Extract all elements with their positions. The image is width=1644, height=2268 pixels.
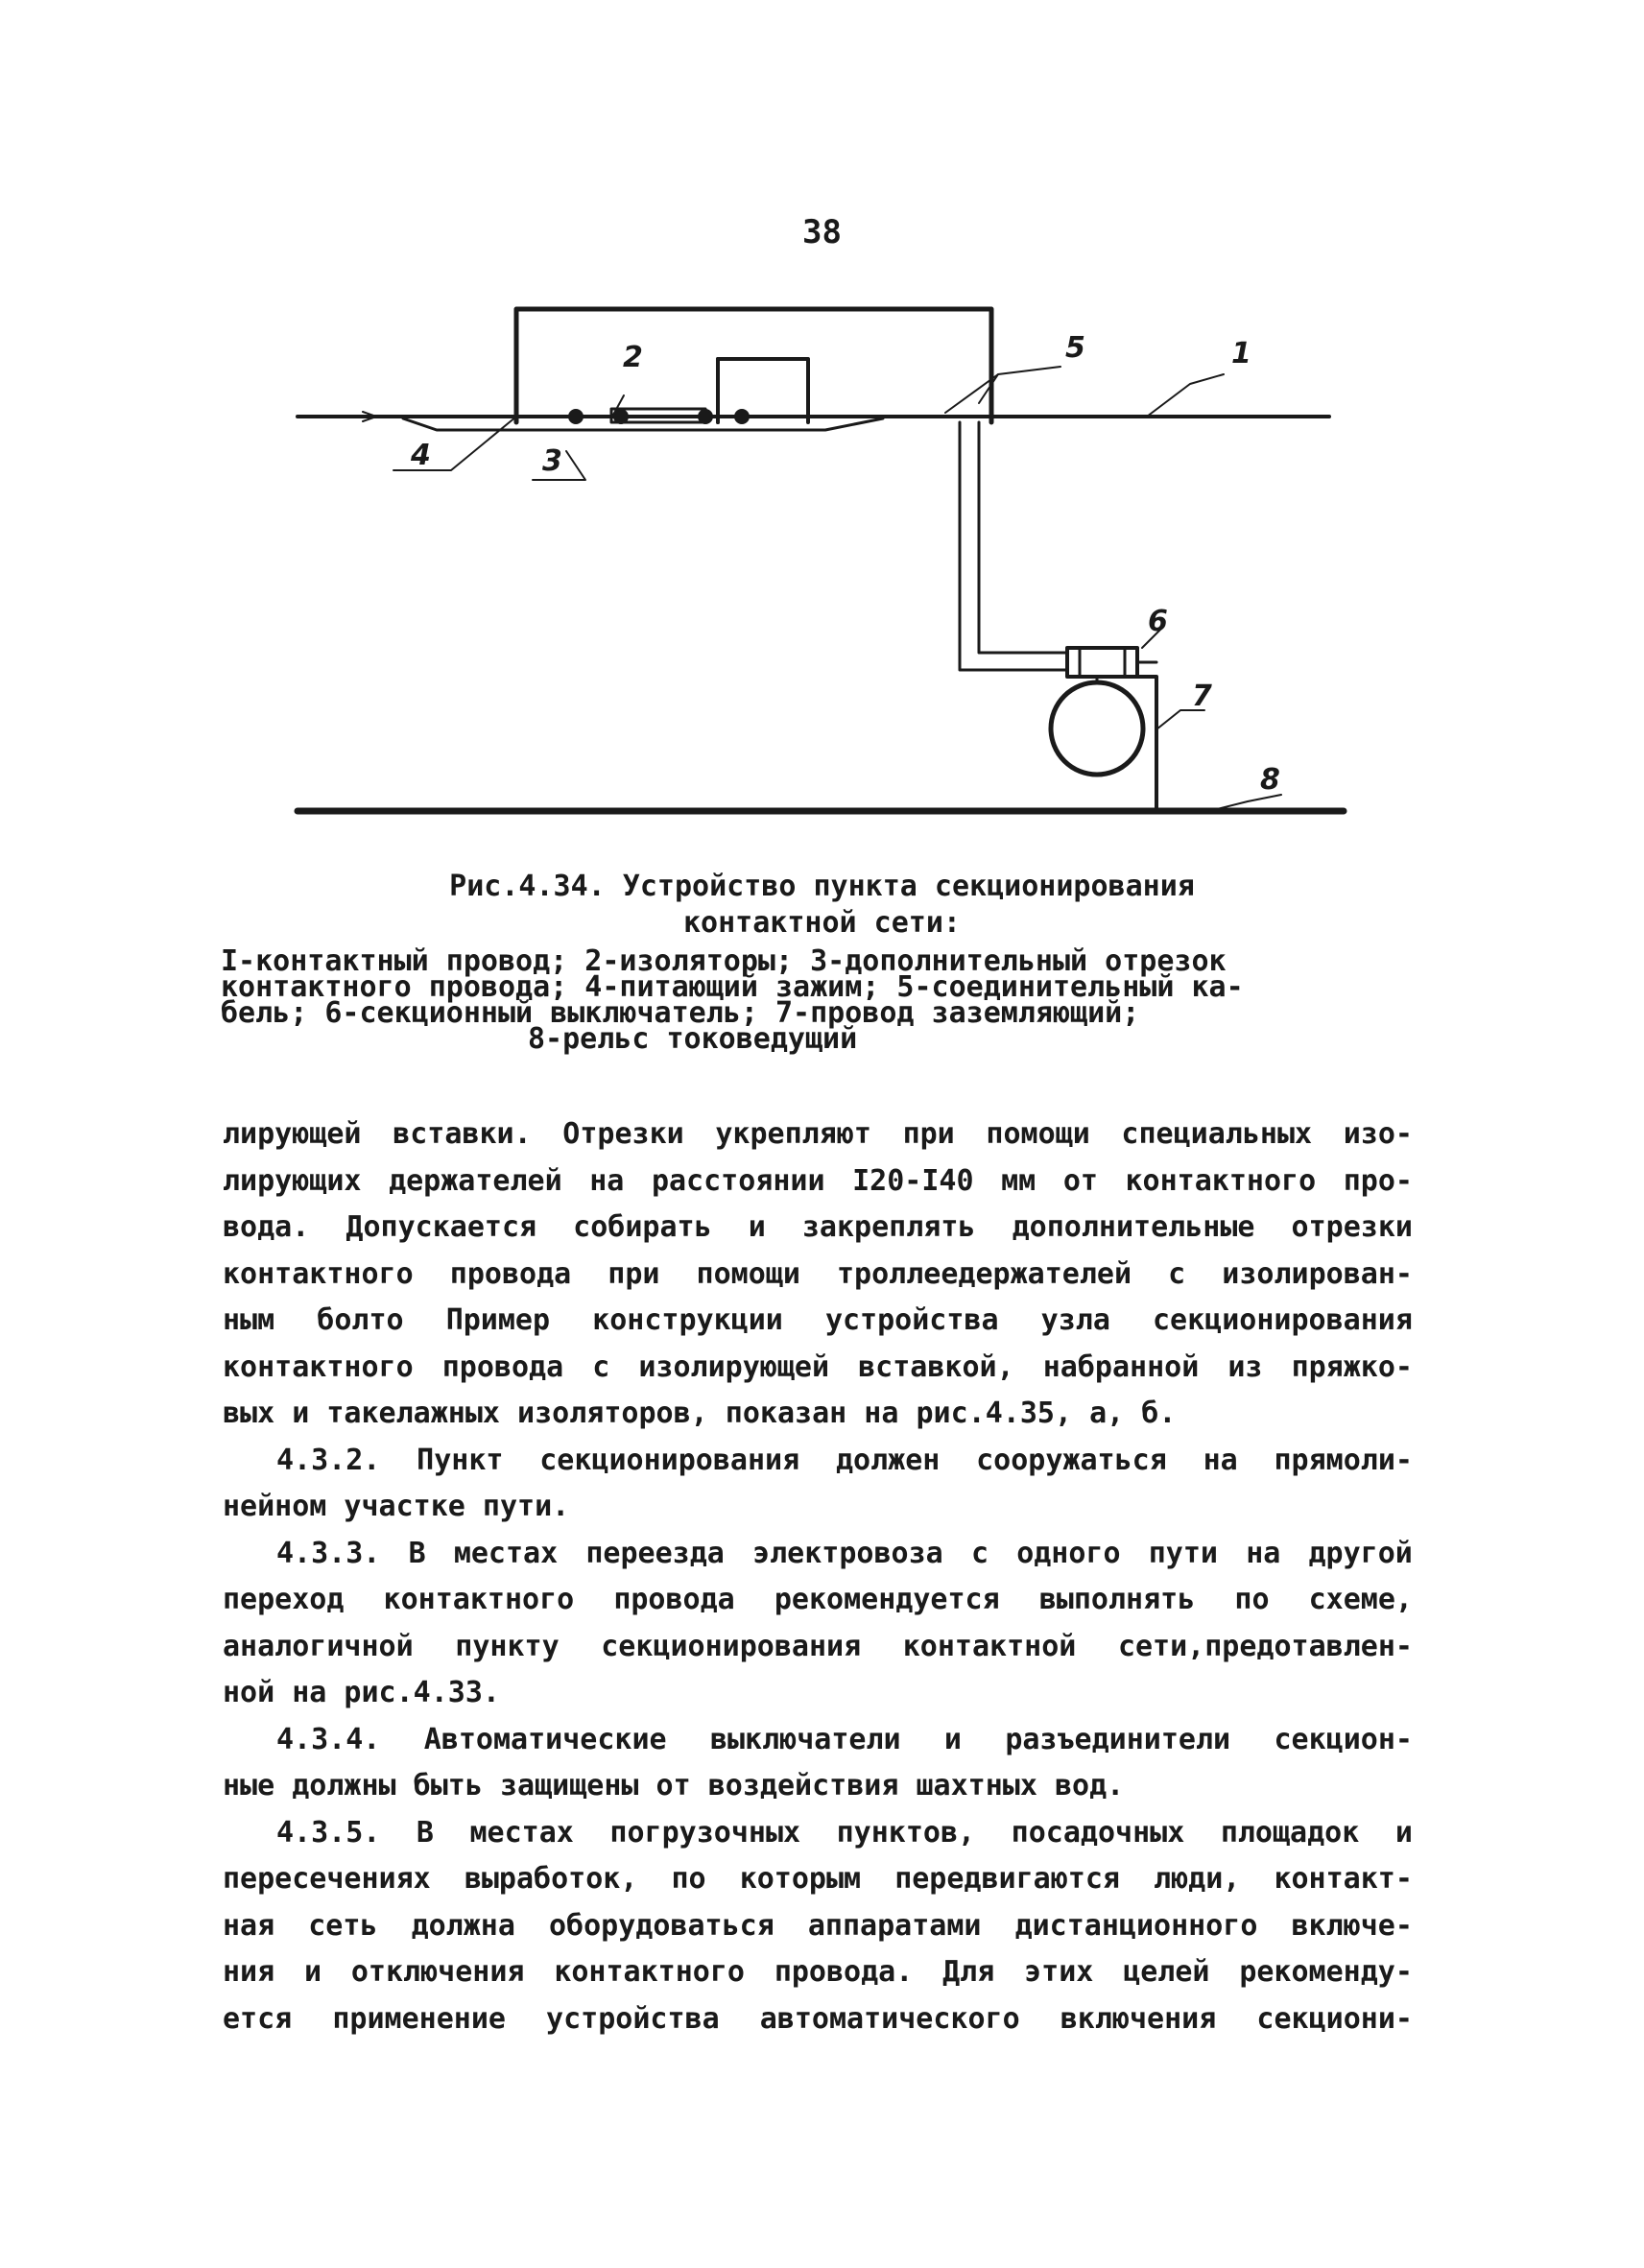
sectioning-point-diagram [0, 0, 1644, 864]
additional-wire-segment [403, 418, 883, 430]
legend-line: бель; 6-секционный выключатель; 7-провод заземляющий; [221, 996, 1140, 1030]
legend-line: контактного провода; 4-питающий зажим; 5-соединительный ка- [221, 970, 1244, 1004]
paragraph-start-line: 4.3.4. Автоматические выключатели и разъединители секцион- [276, 1722, 1413, 1756]
figure-caption [0, 869, 1644, 942]
section-switch [1067, 648, 1137, 677]
label-6: 6 [1148, 605, 1168, 638]
body-text [223, 1111, 1413, 2042]
paragraph-start-line: 4.3.5. В местах погрузочных пунктов, посадочных площадок и [276, 1815, 1413, 1850]
insulator-clamp [699, 410, 712, 423]
text-line: вода. Допускается собирать и закреплять дополнительные отрезки [223, 1210, 1413, 1244]
paragraph-start-line: 4.3.3. В местах переезда электровоза с одного пути на другой [276, 1536, 1413, 1570]
text-line: переход контактного провода рекомендуется выполнять по схеме, [223, 1583, 1413, 1616]
text-line: контактного провода с изолирующей вставкой, набранной из пряжко- [223, 1349, 1413, 1384]
connecting-cable [960, 422, 1067, 670]
text-line: аналогичной пункту секционирования контактной сети,предотавлен- [223, 1629, 1413, 1663]
switch-drive [1051, 682, 1143, 775]
text-line: нейном участке пути. [223, 1490, 570, 1523]
text-line: вых и такелажных изоляторов, показан на рис.4.35, а, б. [223, 1397, 1177, 1430]
insulator-clamp [614, 410, 628, 423]
text-line: ется применение устройства автоматического включения секциони- [223, 2001, 1413, 2036]
label-2: 2 [623, 341, 643, 374]
page-number: 38 [802, 213, 842, 251]
jumper-cable [718, 359, 808, 422]
text-line: ные должны быть защищены от воздействия шахтных вод. [223, 1769, 1125, 1802]
text-line: ным болто Пример конструкции устройства узла секционирования [223, 1303, 1413, 1337]
text-line: пересечениях выработок, по которым передвигаются люди, контакт- [223, 1862, 1413, 1896]
label-1: 1 [1231, 337, 1251, 370]
insulator-clamp [735, 410, 749, 423]
label-4: 4 [411, 439, 431, 472]
label-7: 7 [1192, 680, 1212, 713]
caption-title-line: Рис.4.34. Устройство пункта секционирования [449, 870, 1195, 903]
text-line: лирующих держателей на расстоянии I20-I40 мм от контактного про- [223, 1163, 1413, 1198]
insulator-clamp [569, 410, 583, 423]
text-line: ния и отключения контактного провода. Для этих целей рекоменду- [223, 1955, 1413, 1989]
text-line: лирующей вставки. Отрезки укрепляют при помощи специальных изо- [223, 1117, 1413, 1151]
text-line: ной на рис.4.33. [223, 1676, 500, 1709]
caption-title-line: контактной сети: [683, 906, 961, 940]
feeder-cable [516, 309, 991, 422]
figure-legend [221, 944, 1392, 1056]
label-3: 3 [542, 444, 562, 478]
label-8: 8 [1260, 763, 1280, 797]
text-line: контактного провода при помощи троллеедержателей с изолирован- [223, 1256, 1413, 1291]
legend-line: 8-рельс токоведущий [528, 1022, 858, 1056]
label-5: 5 [1065, 331, 1085, 365]
text-line: ная сеть должна оборудоваться аппаратами дистанционного включе- [223, 1908, 1413, 1943]
paragraph-start-line: 4.3.2. Пункт секционирования должен сооружаться на прямоли- [276, 1443, 1413, 1477]
legend-line: I-контактный провод; 2-изоляторы; 3-дополнительный отрезок [221, 944, 1227, 978]
